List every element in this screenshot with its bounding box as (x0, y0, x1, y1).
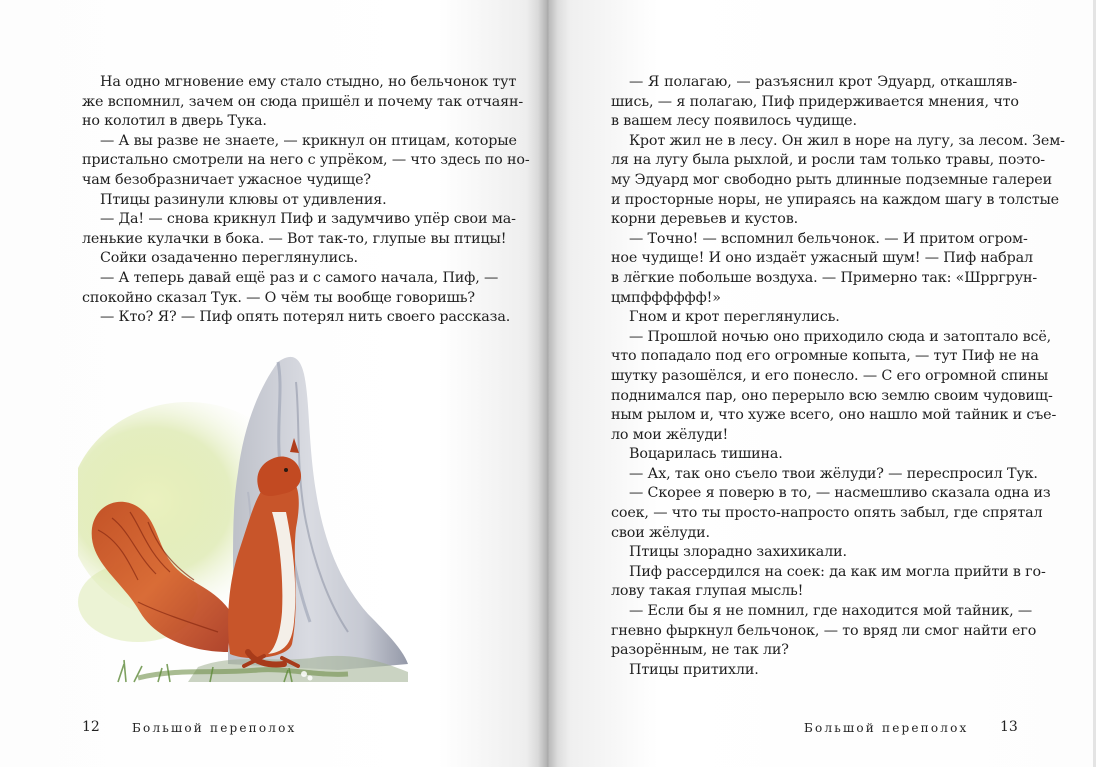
text-line: Птицы притихли. (629, 661, 759, 678)
left-page-text (82, 73, 530, 328)
text-line: — А вы разве не знаете, — крикнул он птицам, которые (100, 132, 517, 149)
text-line: разорённым, не так ли? (611, 642, 789, 659)
text-line: — А теперь давай ещё раз и с самого начала, Пиф, — (100, 269, 499, 286)
text-line: Птицы разинули клювы от удивления. (100, 191, 387, 208)
text-line: ло мои жёлуди! (611, 426, 729, 443)
text-line: ля на лугу была рыхлой, и росли там только травы, поэто- (611, 152, 1045, 169)
page-number: 12 (82, 719, 100, 735)
text-line: Птицы злорадно захихикали. (629, 544, 847, 561)
text-line: но колотил в дверь Тука. (82, 113, 267, 130)
text-line: гневно фыркнул бельчонок, — то вряд ли смог найти его (611, 622, 1037, 639)
text-line: Гном и крот переглянулись. (629, 309, 840, 326)
text-line: что попадало под его огромные копыта, — тут Пиф не на (611, 348, 1039, 365)
text-line: поднимался пар, оно перерыло всю землю своим чудовищ- (611, 387, 1053, 404)
text-line: пристально смотрели на него с упрёком, — что здесь по но- (82, 152, 530, 169)
text-line: цмпфффффф!» (611, 289, 721, 306)
text-line: шутку разошёлся, и его понесло. — С его огромной спины (611, 367, 1049, 384)
text-line: корни деревьев и кустов. (611, 211, 798, 228)
text-line: ным рылом и, что хуже всего, оно нашло мой тайник и съе- (611, 407, 1057, 424)
page-number: 13 (1000, 719, 1018, 735)
text-line: — Точно! — вспомнил бельчонок. — И притом огром- (629, 230, 1028, 247)
text-line: спокойно сказал Тук. — О чём ты вообще говоришь? (82, 289, 475, 306)
text-line: — Да! — снова крикнул Пиф и задумчиво упёр свои ма- (100, 211, 516, 228)
running-title: Большой переполох (804, 721, 969, 735)
text-line: в вашем лесу появилось чудище. (611, 113, 857, 130)
text-line: в лёгкие побольше воздуха. — Примерно так: «Шрргрун- (611, 269, 1038, 286)
text-line: На одно мгновение ему стало стыдно, но бельчонок тут (100, 74, 517, 90)
text-line: — Скорее я поверю в то, — насмешливо сказала одна из (629, 485, 1051, 502)
text-line: ное чудище! И оно издаёт ужасный шум! — Пиф набрал (611, 250, 1033, 267)
text-line: шись, — я полагаю, Пиф придерживается мнения, что (611, 93, 1019, 110)
text-line: лову такая глупая мысль! (611, 583, 804, 600)
text-line: же вспомнил, зачем он сюда пришёл и почему так отчаян- (82, 93, 524, 110)
book-gutter (538, 0, 558, 767)
text-line: свои жёлуди. (611, 524, 710, 541)
text-line: Крот жил не в лесу. Он жил в норе на лугу, за лесом. Зем- (629, 132, 1065, 149)
text-line: — Кто? Я? — Пиф опять потерял нить своего рассказа. (100, 309, 511, 326)
text-line: — Я полагаю, — разъяснил крот Эдуард, откашляв- (629, 74, 1017, 90)
text-line: чам безобразничает ужасное чудище? (82, 171, 371, 188)
text-line: соек, — что ты просто-напросто опять забыл, где спрятал (611, 505, 1043, 522)
squirrel-and-tree-illustration (78, 352, 410, 688)
text-line: — Если бы я не помнил, где находится мой тайник, — (629, 603, 1033, 620)
text-line: му Эдуард мог свободно рыть длинные подземные галереи (611, 171, 1052, 188)
text-line: ленькие кулачки в бока. — Вот так-то, глупые вы птицы! (82, 230, 507, 247)
text-line: — Ах, так оно съело твои жёлуди? — переспросил Тук. (629, 465, 1038, 482)
text-line: — Прошлой ночью оно приходило сюда и затоптало всё, (629, 328, 1052, 345)
text-line: Сойки озадаченно переглянулись. (100, 250, 358, 267)
right-page-text (611, 73, 1065, 680)
text-line: Пиф рассердился на соек: да как им могла прийти в го- (629, 563, 1046, 580)
running-title: Большой переполох (132, 721, 297, 735)
text-line: и просторные норы, не упираясь на каждом шагу в толстые (611, 191, 1059, 208)
text-line: Воцарилась тишина. (629, 446, 783, 463)
